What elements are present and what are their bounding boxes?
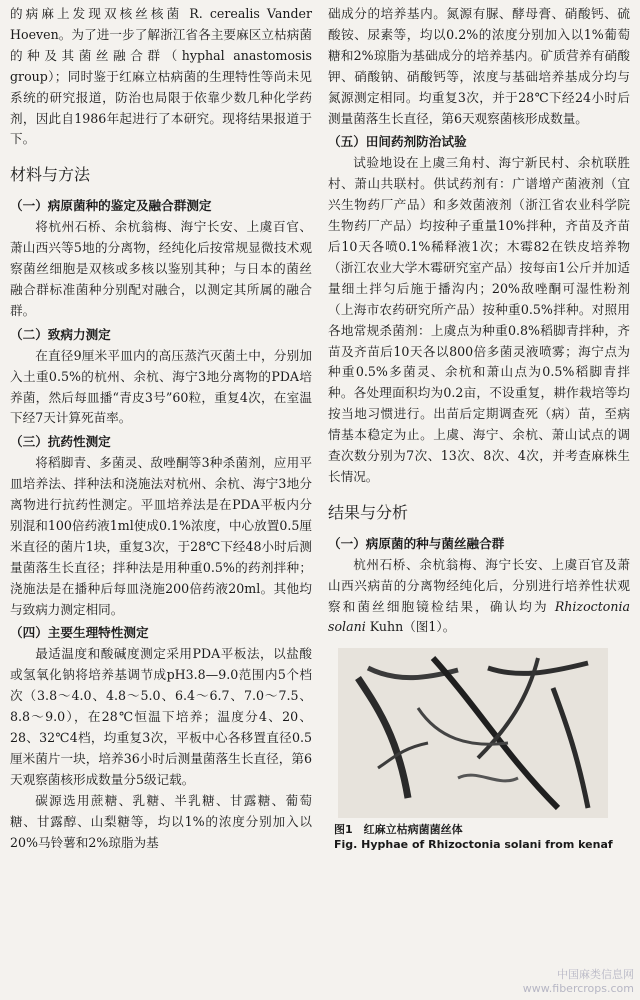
subsection-title-5: （五）田间药剂防治试验 [328,134,467,150]
continued-paragraph: 础成分的培养基内。氮源有脲、酵母膏、硝酸钙、硫酸铵、尿素等，均以0.2%的浓度分别加入以1%葡萄糖和2%琼脂为基础成分的培养基内。矿质营养有硝酸钾、硝酸钠、硝酸钙等，浓度与基础培养基成分均与氮源测定相同。均重复3次，并于28℃下经24小时后测量菌落生长直径，第6天观察菌核形成数量。 [328,6,630,126]
subsection-title-4: （四）主要生理特性测定 [10,625,149,641]
hyphae-micrograph [338,648,608,818]
left-column [10,4,312,853]
subsection-title-1: （一）病原菌种的鉴定及融合群测定 [10,198,212,214]
figure-caption-cn [334,822,630,837]
subsection-text-1: 将杭州石桥、余杭翁梅、海宁长安、上虞百官、萧山西兴等5地的分离物，经纯化后按常规显微技术观察菌丝细胞是双核或多核以鉴别其种；与日本的菌丝融合群标准菌种分别配对融合，以测定其所属的融合群。 [10,219,312,318]
intro-paragraph: 的病麻上发现双核丝核菌 R. cerealis Vander Hoeven。为了进一步了解浙江省各主要麻区立枯病菌的种及其菌丝融合群（hyphal anastomosis group）；同时鉴于红麻立枯病菌的生理特性等尚未见系统的研究报道，防治也局限于依靠少数几种化学药剂，因此自1986年起进行了本研究。现将结果报道于下。 [10,6,312,147]
subsection-text-4b: 碳源选用蔗糖、乳糖、半乳糖、甘露糖、葡萄糖、甘露醇、山梨糖等，均以1%的浓度分别加入以20%马铃薯和2%琼脂为基 [10,792,312,850]
hyphae-image [338,648,608,818]
right-column [328,4,630,853]
subsection-text-2: 在直径9厘米平皿内的高压蒸汽灭菌土中，分别加入土重0.5%的杭州、余杭、海宁3地分离物的PDA培养菌，然后每皿播“青皮3号”60粒，重复4次，在室温下经7天计算死苗率。 [10,347,312,426]
section-title-results: 结果与分析 [328,502,409,522]
watermark-line2: www.fibercrops.com [522,982,634,995]
subsection-title-2: （二）致病力测定 [10,326,111,342]
figure-caption [334,822,630,852]
results-text-1: 杭州石桥、余杭翁梅、海宁长安、上虞百官及萧山西兴病苗的分离物经纯化后，分别进行培养性状观察和菌丝细胞镜检结果，确认均为 Rhizoctonia solani Kuhn（图1）。 [328,556,630,635]
figure-caption-en: Fig. Hyphae of Rhizoctonia solani from kenaf [334,838,613,852]
figure-number: 图1 [334,823,353,837]
subsection-text-4a: 最适温度和酸碱度测定采用PDA平板法，以盐酸或氢氧化钠将培养基调节成pH3.8—9.0范围内5个档次（3.8～4.0、4.8～5.0、6.4～6.7、7.0～7.5、8.8～9.0），在28℃恒温下培养；温度分4、20、28、32℃4档，均重复3次，平板中心各移置直径0.5厘米菌片一块，培养36小时后测量菌落生长直径，第6天观察菌核形成数量分5级记载。 [10,646,312,787]
subsection-text-3: 将稻脚青、多菌灵、敌唑酮等3种杀菌剂，应用平皿培养法、拌种法和浇施法对杭州、余杭、海宁3地分离物进行抗药性测定。平皿培养法是在PDA平板内分别混和100倍药液1ml使成0.1%浓度，中心放置0.5厘米直径的菌片1块，重复3次，于28℃下经48小时后测量菌落生长直径；拌种法是用种重0.5%的药剂拌种；浇施法是在播种后每皿浇施200倍药液20ml。其他均与致病力测定相同。 [10,455,312,617]
section-title-methods: 材料与方法 [10,165,91,185]
figure-caption-cn-text: 红麻立枯病菌菌丝体 [363,823,463,837]
subsection-text-5: 试验地设在上虞三角村、海宁新民村、余杭联胜村、萧山共联村。供试药剂有：广谱增产菌液剂（宜兴生物药厂产品）和多效菌液剂（浙江省农业科学院生物药厂产品）均按种子重量10%拌种，齐苗及齐苗后10天各喷0.1%稀释液1次；木霉82在铁皮培养物（浙江农业大学木霉研究室产品）按每亩1公斤并加适量细土拌匀后施于播沟内；20%敌唑酮可湿性粉剂（上海市农药研究所产品）按种重0.5%拌种。对照用各地常规杀菌剂：上虞点为种重0.8%稻脚青拌种，齐苗及齐苗后10天各以800倍多菌灵液喷雾；海宁点为种重0.5%多菌灵、余杭和萧山点为0.5%稻脚青拌种。各处理面积均为0.2亩，不设重复，耕作栽培等均按当地习惯进行。出苗后定期调查死（病）苗，至病情基本稳定为止。上虞、海宁、余杭、萧山试点的调查次数分别为7次、13次、8次、4次，并考查麻株生长情况。 [328,155,630,484]
subsection-title-3: （三）抗药性测定 [10,434,111,450]
watermark [523,968,634,996]
watermark-line1: 中国麻类信息网 [557,968,634,981]
results-title-1: （一）病原菌的种与菌丝融合群 [328,535,505,551]
